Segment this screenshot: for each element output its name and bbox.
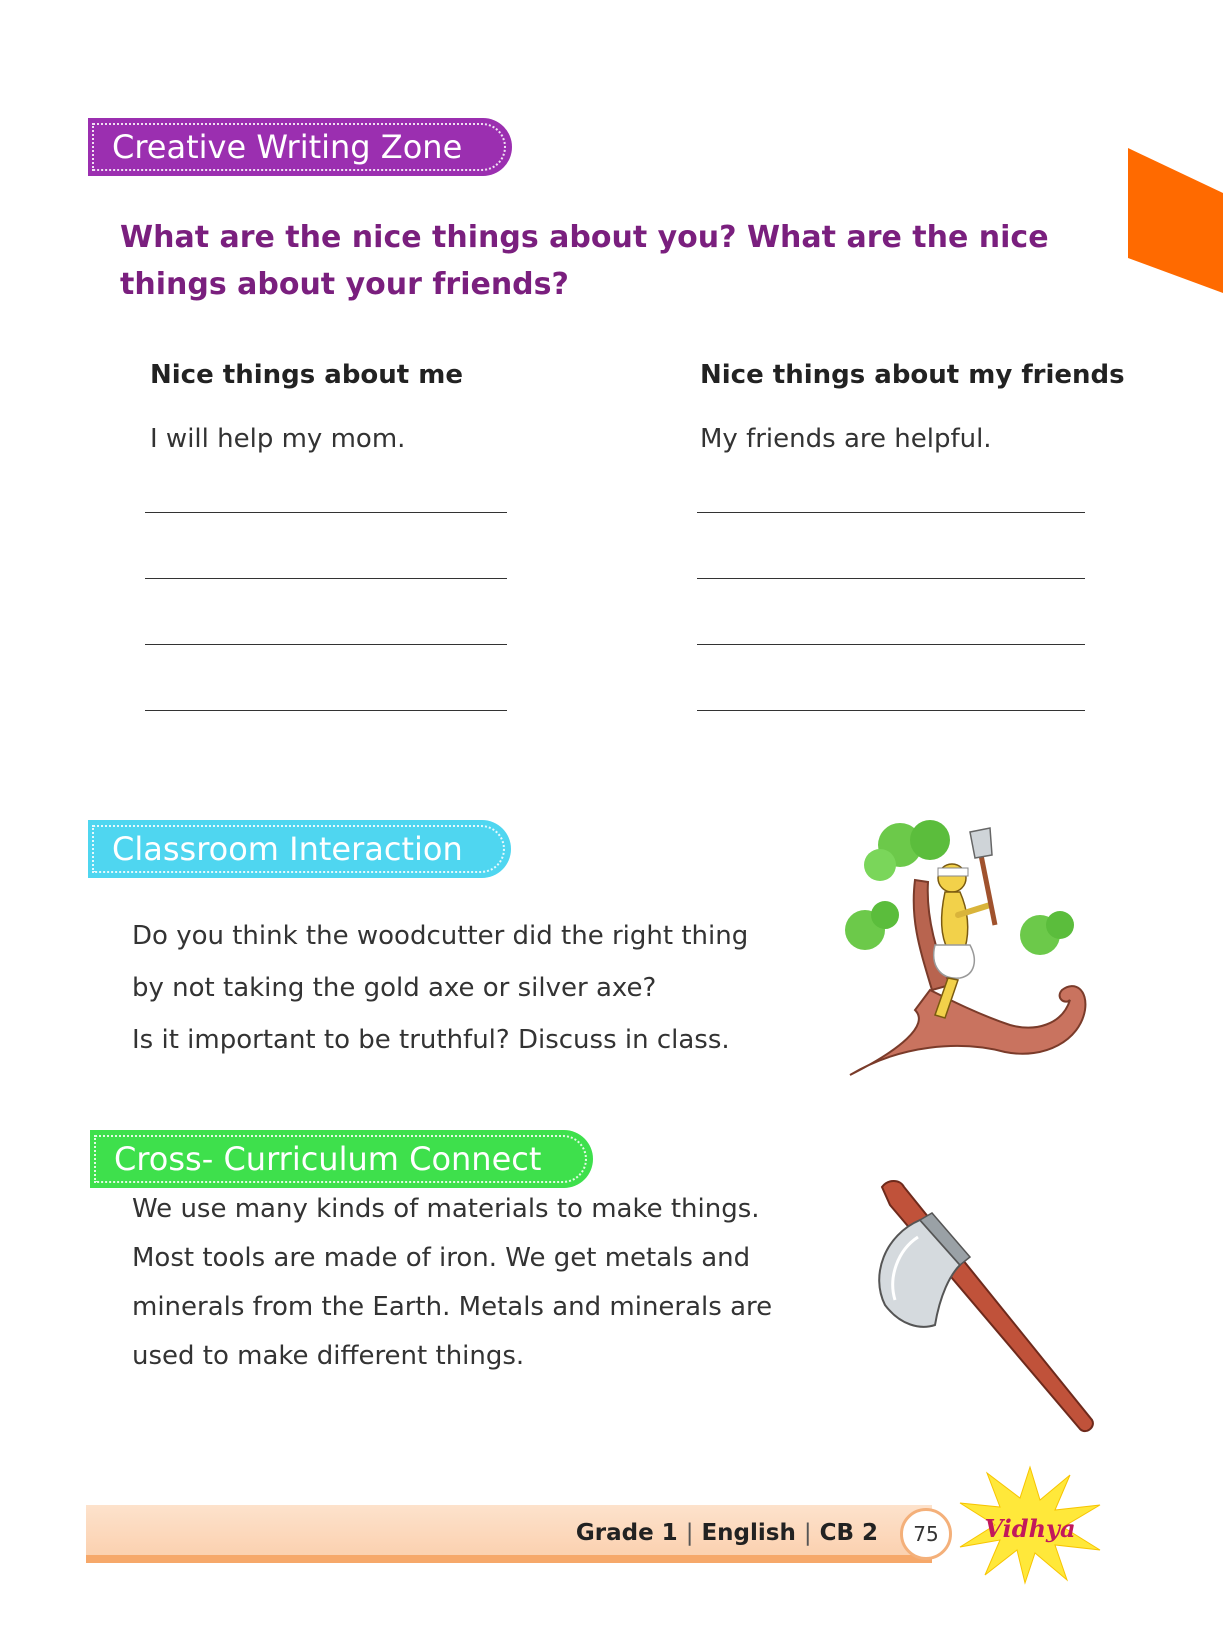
creative-question: What are the nice things about you? What are the nice things about your friends?: [120, 220, 1049, 302]
woodcutter-illustration: [840, 820, 1100, 1095]
classroom-interaction-banner: [88, 820, 511, 878]
writing-line[interactable]: [145, 512, 507, 513]
left-column-heading: Nice things about me: [150, 360, 464, 390]
writing-line[interactable]: [697, 710, 1085, 711]
classroom-line: Do you think the woodcutter did the right thing: [132, 921, 749, 951]
page-number: 75: [900, 1508, 952, 1560]
footer-grade: Grade 1: [575, 1520, 678, 1546]
writing-line[interactable]: [697, 512, 1085, 513]
left-column-example: I will help my mom.: [150, 424, 406, 454]
classroom-interaction-title: Classroom Interaction: [112, 830, 463, 868]
writing-line[interactable]: [145, 710, 507, 711]
creative-writing-title: Creative Writing Zone: [112, 128, 463, 166]
cross-curriculum-banner: [90, 1130, 593, 1188]
cross-curriculum-title: Cross- Curriculum Connect: [114, 1140, 542, 1178]
axe-illustration: [860, 1165, 1110, 1440]
cross-line: Most tools are made of iron. We get metals and: [132, 1243, 751, 1273]
vidhya-logo-text: Vidhya: [984, 1514, 1076, 1543]
footer-subject: English: [701, 1520, 796, 1546]
classroom-line: Is it important to be truthful? Discuss in class.: [132, 1025, 730, 1055]
chapter-tab: [1128, 148, 1223, 293]
writing-line[interactable]: [697, 578, 1085, 579]
writing-line[interactable]: [145, 644, 507, 645]
right-column-example: My friends are helpful.: [700, 424, 992, 454]
writing-line[interactable]: [145, 578, 507, 579]
footer-book: CB 2: [819, 1520, 878, 1546]
right-column-heading: Nice things about my friends: [700, 360, 1125, 390]
cross-curriculum-paragraph: [132, 1185, 832, 1381]
writing-line[interactable]: [697, 644, 1085, 645]
classroom-paragraph: [132, 910, 822, 1066]
cross-line: used to make different things.: [132, 1341, 525, 1371]
cross-line: We use many kinds of materials to make things.: [132, 1194, 760, 1224]
classroom-line: by not taking the gold axe or silver axe?: [132, 973, 657, 1003]
vidhya-logo: [955, 1465, 1105, 1585]
creative-writing-banner: [88, 118, 512, 176]
footer-label: Grade 1 | English | CB 2: [575, 1520, 878, 1546]
cross-line: minerals from the Earth. Metals and minerals are: [132, 1292, 773, 1322]
